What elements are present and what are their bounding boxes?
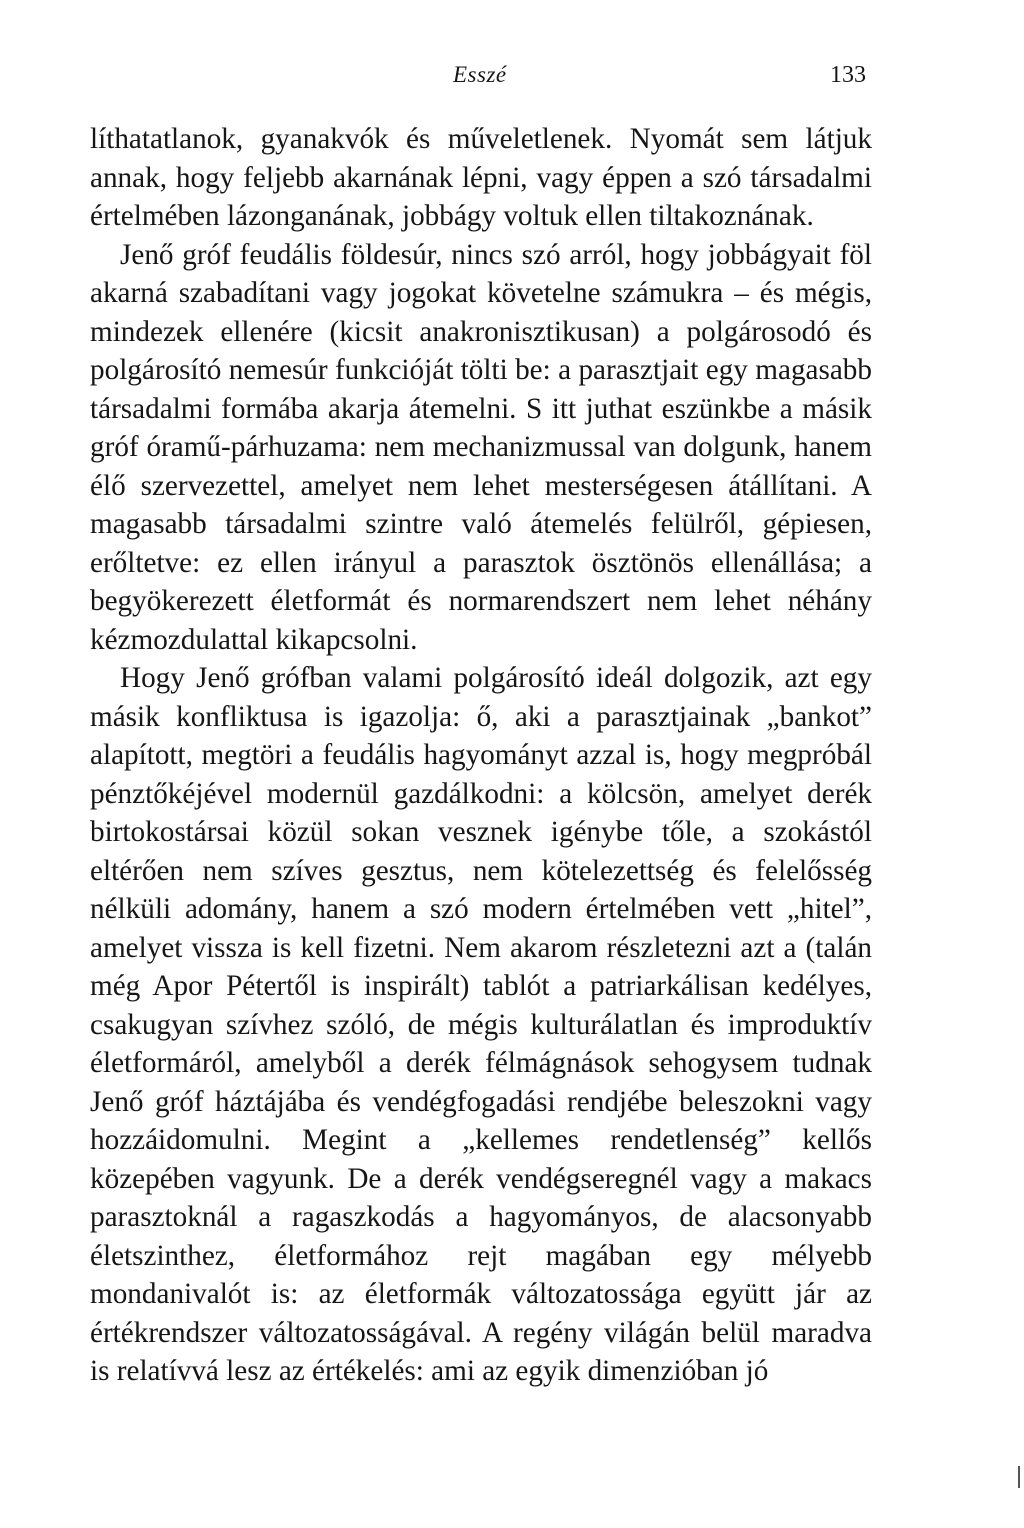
running-header [90, 56, 872, 100]
book-page [90, 56, 872, 1391]
running-title: Esszé [453, 62, 507, 87]
paragraph: Jenő gróf feudális földesúr, nincs szó arról, hogy jobbágyait föl akarná szabadítani vagy jogokat követelne számukra – és mégis, mindezek ellenére (kicsit anakronisztikusan) a polgárosodó és polgárosító nemesúr funkcióját tölti be: a parasztjait egy magasabb társadalmi formába akarja átemelni. S itt juthat eszünkbe a másik gróf óramű-párhuzama: nem mechanizmussal van dolgunk, hanem élő szervezettel, amelyet nem lehet mesterségesen átállítani. A magasabb társadalmi szintre való átemelés felülről, gépiesen, erőltetve: ez ellen irányul a parasztok ösztönös ellenállása; a begyökerezett életformát és normarendszert nem lehet néhány kézmozdulattal kikapcsolni. [90, 238, 872, 656]
page-number: 133 [830, 62, 866, 88]
paragraph: Hogy Jenő grófban valami polgárosító ideál dolgozik, azt egy másik konfliktusa is igazolja: ő, aki a parasztjainak „bankot” alapított, megtöri a feudális hagyományt azzal is, hogy megpróbál pénztőkéjével modernül gazdálkodni: a kölcsön, amelyet derék birtokostársai közül sokan vesznek igénybe tőle, a szokástól eltérően nem szíves gesztus, nem kötelezettség és felelősség nélküli adomány, hanem a szó modern értelmében vett „hitel”, amelyet vissza is kell fizetni. Nem akarom részletezni azt a (talán még Apor Pétertől is inspirált) tablót a patriarkálisan kedélyes, csakugyan szívhez szóló, de mégis kulturálatlan és improduktív életformáról, amelyből a derék félmágnások sehogysem tudnak Jenő gróf háztájába és vendégfogadási rendjébe beleszokni vagy hozzáidomulni. Megint a „kellemes rendetlenség” kellős közepében vagyunk. De a derék vendégseregnél vagy a makacs parasztoknál a ragaszkodás a hagyományos, de alacsonyabb életszinthez, életformához rejt magában egy mélyebb mondanivalót is: az életformák változatossága együtt jár az értékrendszer változatosságával. A regény világán belül maradva is relatívvá lesz az értékelés: ami az egyik dimenzióban jó [90, 662, 872, 1387]
body-text [90, 120, 872, 1391]
scan-edge-mark [1018, 1466, 1020, 1488]
paragraph-continued: líthatatlanok, gyanakvók és műveletlenek. Nyomát sem látjuk annak, hogy feljebb akarnának lépni, vagy éppen a szó társadalmi értelmében lázonganának, jobbágy voltuk ellen tiltakoznának. [90, 123, 872, 232]
